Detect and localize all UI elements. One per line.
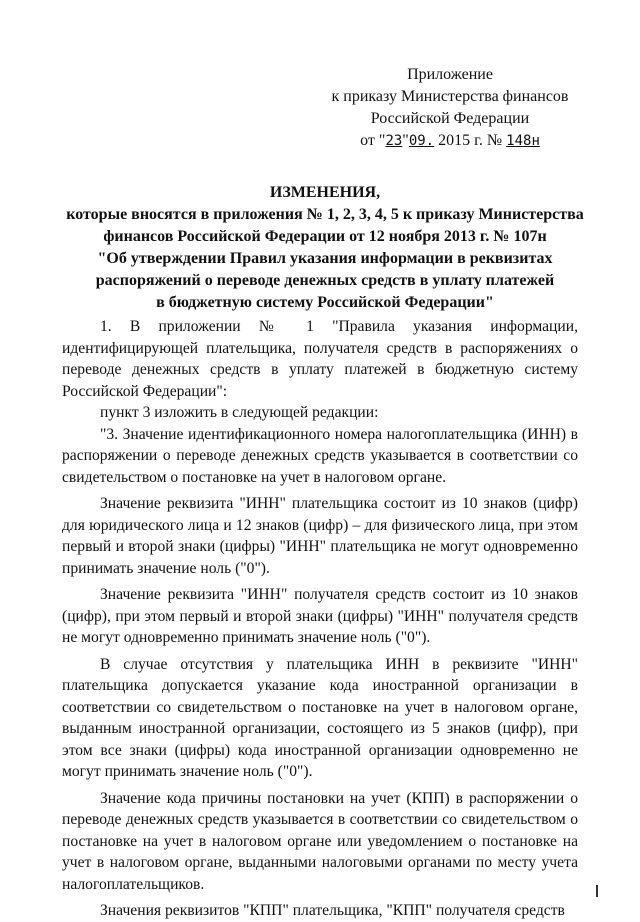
paragraph-kpp-values: Значения реквизитов "КПП" плательщика, "КПП" получателя средств (100, 902, 565, 919)
paragraph-foreign-code: В случае отсутствия у плательщика ИНН в реквизите "ИНН" плательщика допускается указание кода иностранной организации в соответствии со свидетельством о постановке на учет в налоговом органе, выданным иностранной организации, состоящего из 5 знаков (цифр), при этом все знаки (цифры) кода иностранной организации одновременно не могут принимать значение ноль ("0"). (62, 655, 578, 780)
paragraph-item-1: 1. В приложении № 1 "Правила указания информации, идентифицирующей плательщика, получателя средств в распоряжениях о переводе денежных средств в уплату платежей в бюджетную систему Российской Федерации": (62, 318, 578, 400)
heading-subtitle-line: финансов Российской Федерации от 12 ноября 2013 г. № 107н (103, 228, 547, 245)
appendix-order-ref: к приказу Министерства финансов (331, 88, 569, 105)
paragraph-payer-inn: Значение реквизита "ИНН" плательщика состоит из 10 знаков (цифр) для юридического лица и 12 знаков (цифр) – для физического лица, при этом первый и второй знаки (цифры) "ИНН" плательщика не могут одновременно принимать значение ноль ("0"). (62, 495, 578, 577)
margin-mark (596, 885, 598, 897)
heading-subtitle-line: распоряжений о переводе денежных средств в уплату платежей (95, 272, 555, 289)
appendix-country: Российской Федерации (370, 110, 530, 127)
document-body (62, 316, 578, 922)
date-day: 23 (385, 133, 403, 149)
paragraph-recipient-inn: Значение реквизита "ИНН" получателя средств состоит из 10 знаков (цифр), при этом первый и второй знаки (цифры) "ИНН" получателя средств не могут одновременно принимать значение ноль ("0"). (62, 586, 578, 646)
appendix-block (300, 64, 600, 152)
heading-subtitle-line: "Об утверждении Правил указания информации в реквизитах (97, 250, 553, 267)
document-heading (60, 182, 590, 314)
paragraph-point-3: "3. Значение идентификационного номера налогоплательщика (ИНН) в распоряжении о переводе денежных средств указывается в соответствии со свидетельством о постановке на учет в налоговом органе. (62, 425, 578, 486)
appendix-date-line (300, 130, 600, 152)
date-separator: " (402, 132, 409, 149)
heading-title: ИЗМЕНЕНИЯ, (269, 184, 381, 201)
paragraph-kpp: Значение кода причины постановки на учет (КПП) в распоряжении о переводе денежных средств указывается в соответствии со свидетельством о постановке на учет в налоговом органе или уведомлением о постановке на учет в налоговом органе, выданными налоговыми органами по месту учета налогоплательщиков. (62, 789, 578, 893)
date-month: 09. (408, 133, 435, 149)
heading-subtitle-line: в бюджетную систему Российской Федерации" (156, 294, 494, 311)
heading-subtitle-line: которые вносятся в приложения № 1, 2, 3, 4, 5 к приказу Министерства (66, 206, 584, 223)
appendix-label: Приложение (407, 66, 493, 83)
paragraph-instruction: пункт 3 изложить в следующей редакции: (100, 404, 379, 421)
date-year: 2015 г. № (438, 132, 503, 149)
order-number: 148н (506, 133, 540, 149)
date-prefix: от " (360, 132, 386, 149)
